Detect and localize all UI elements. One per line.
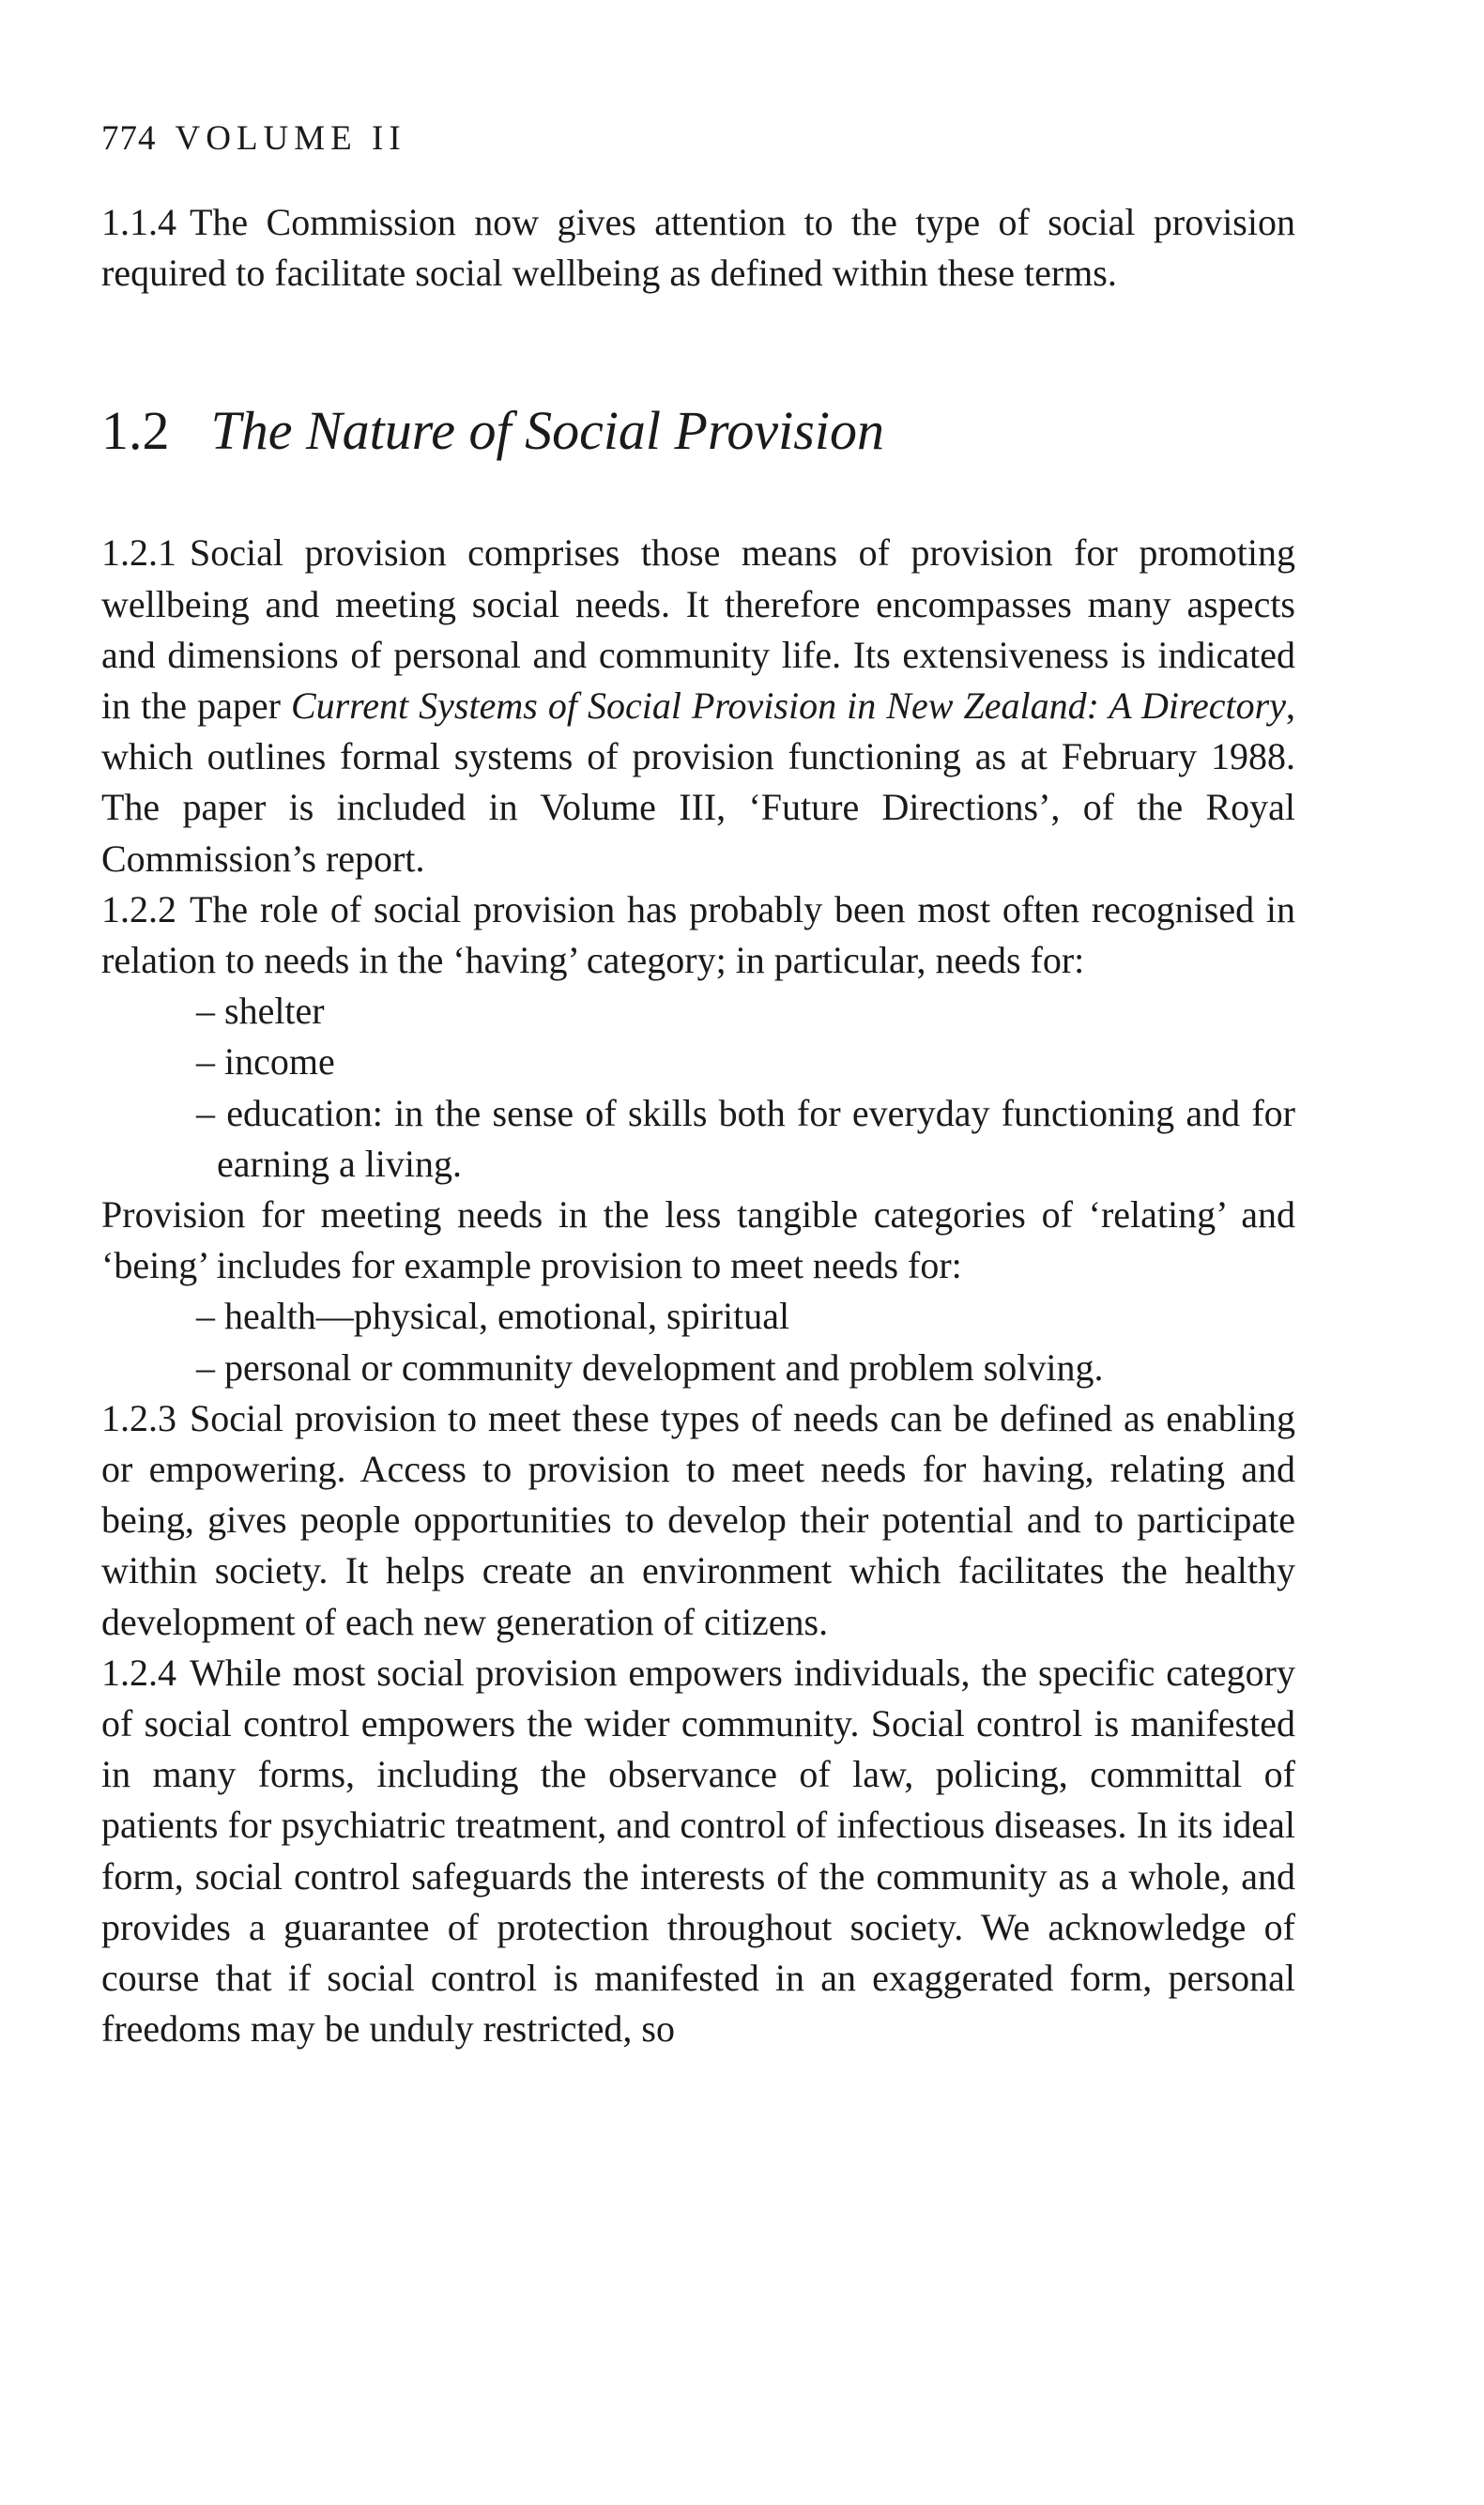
section-number: 1.2 <box>101 400 170 462</box>
paragraph-text: Social provision comprises those means of provision for promoting wellbeing and meeting social needs. It therefore encompasses many aspects and dimensions of personal and community life. Its extensiveness is indicated in the paper <box>101 531 1295 728</box>
paragraph-number: 1.2.4 <box>101 1651 176 1694</box>
paper-title: Current Systems of Social Provision in New Zealand: A Directory <box>290 684 1286 728</box>
paragraph-text: The role of social provision has probably been most often recognised in relation to needs in the ‘having’ category; in particular, needs for: <box>101 887 1295 982</box>
paragraph-1-2-1 <box>101 528 1295 884</box>
running-title: VOLUME II <box>175 119 406 158</box>
list-item: – health—physical, emotional, spiritual <box>196 1295 790 1338</box>
relating-being-needs-list <box>101 1291 1295 1392</box>
list-item: – shelter <box>196 990 325 1033</box>
page-number: 774 <box>101 119 157 158</box>
paragraph-text-continued: , which outlines formal systems of provision functioning as at February 1988. The paper is included in Volume III, ‘Future Directions’, of the Royal Commission’s report. <box>101 684 1295 880</box>
paragraph-number: 1.1.4 <box>101 201 176 243</box>
list-item: – education: in the sense of skills both for everyday functioning and for earning a living. <box>196 1091 1295 1185</box>
paragraph-text: The Commission now gives attention to the type of social provision required to facilitate social wellbeing as defined within these terms. <box>101 201 1295 295</box>
paragraph-1-1-4 <box>101 197 1295 299</box>
having-needs-list <box>101 986 1295 1190</box>
paragraph-1-2-2 <box>101 884 1295 986</box>
paragraph-text: Social provision to meet these types of needs can be defined as enabling or empowering. Access to provision to meet needs for having, relating and being, gives people opportunities to develop their potential and to participate within society. It helps create an environment which facilitates the healthy development of each new generation of citizens. <box>101 1396 1295 1643</box>
paragraph-number: 1.2.3 <box>101 1396 176 1439</box>
section-title: The Nature of Social Provision <box>210 400 884 462</box>
paragraph-1-2-3 <box>101 1393 1295 1648</box>
running-header <box>101 111 1295 167</box>
paragraph-text-provision: Provision for meeting needs in the less tangible categories of ‘relating’ and ‘being’ includes for example provision to meet needs for: <box>101 1193 1295 1287</box>
document-page <box>101 111 1295 2055</box>
paragraph-number: 1.2.2 <box>101 887 176 930</box>
section-heading <box>101 398 1295 464</box>
paragraph-1-2-4 <box>101 1648 1295 2055</box>
list-item: – income <box>196 1040 335 1083</box>
list-item: – personal or community development and problem solving. <box>196 1345 1104 1389</box>
paragraph-number: 1.2.1 <box>101 531 176 575</box>
paragraph-text: While most social provision empowers individuals, the specific category of social control empowers the wider community. Social control is manifested in many forms, including the observance of law, policing, committal of patients for psychiatric treatment, and control of infectious diseases. In its ideal form, social control safeguards the interests of the community as a whole, and provides a guarantee of protection throughout society. We acknowledge of course that if social control is manifested in an exaggerated form, personal freedoms may be unduly restricted, so <box>101 1651 1295 2051</box>
